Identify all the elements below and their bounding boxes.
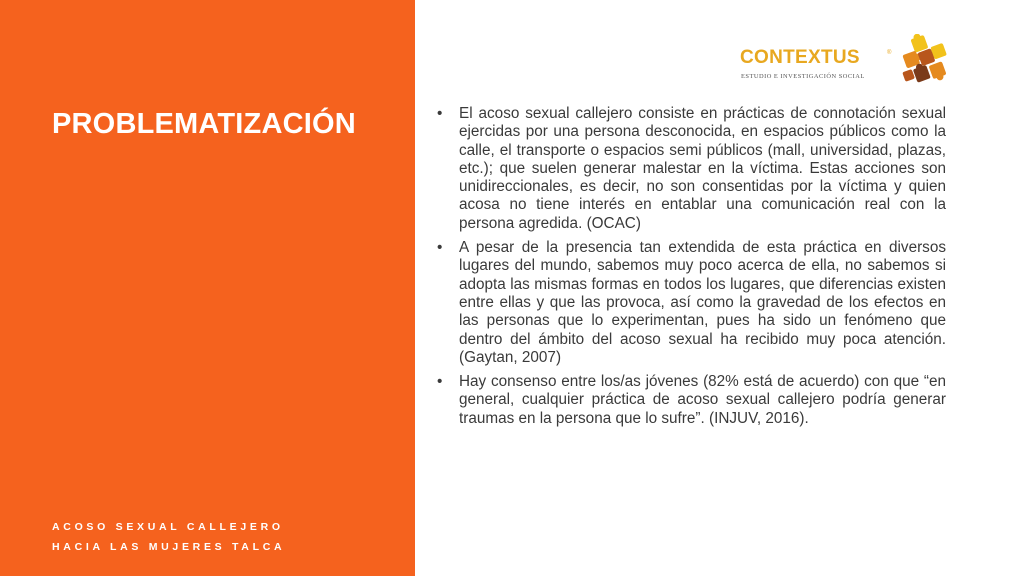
footer-line-1: ACOSO SEXUAL CALLEJERO <box>52 521 284 533</box>
puzzle-pieces-icon <box>897 34 953 90</box>
footer-line-2: HACIA LAS MUJERES TALCA <box>52 541 286 553</box>
bullet-text: El acoso sexual callejero consiste en prácticas de connotación sexual ejercidas por una persona desconocida, en espacios públicos como la calle, el transporte o espacios semi públicos (mall, universidad, plazas, etc.); que suelen generar malestar en la víctima. Estas acciones son unidireccionales, es decir, no son consentidas por la víctima y quien acosa no tiene interés en entablar una comunicación real con la persona agredida. (OCAC) <box>459 105 946 232</box>
logo-wordmark: CONTEXTUS <box>740 47 860 68</box>
bullet-text: A pesar de la presencia tan extendida de esta práctica en diversos lugares del mundo, sabemos muy poco acerca de ella, no sabemos si adopta las mismas formas en todos los lugares, que diferencias existen entre ellas y que las provoca, así como la gravedad de los efectos en las personas que lo experimentan, pues ha sido un fenómeno que dentro del ámbito del acoso sexual ha recibido muy poca atención. (Gaytan, 2007) <box>459 239 946 366</box>
bullet-marker: • <box>437 373 443 391</box>
contextus-logo <box>740 34 955 90</box>
bullet-item <box>436 373 946 428</box>
bullet-text: Hay consenso entre los/as jóvenes (82% está de acuerdo) con que “en general, cualquier práctica de acoso sexual callejero podría generar traumas en la persona que lo sufre”. (INJUV, 2016). <box>459 373 946 427</box>
slide-title: PROBLEMATIZACIÓN <box>52 108 356 140</box>
bullet-marker: • <box>437 239 443 257</box>
accent-side-panel <box>0 0 415 576</box>
bullet-item <box>436 105 946 233</box>
bullet-item <box>436 239 946 367</box>
slide-footer <box>52 517 285 557</box>
logo-tagline: ESTUDIO E INVESTIGACIÓN SOCIAL <box>741 73 865 80</box>
logo-registered-mark: ® <box>887 50 892 56</box>
bullet-list <box>436 105 946 434</box>
bullet-marker: • <box>437 105 443 122</box>
